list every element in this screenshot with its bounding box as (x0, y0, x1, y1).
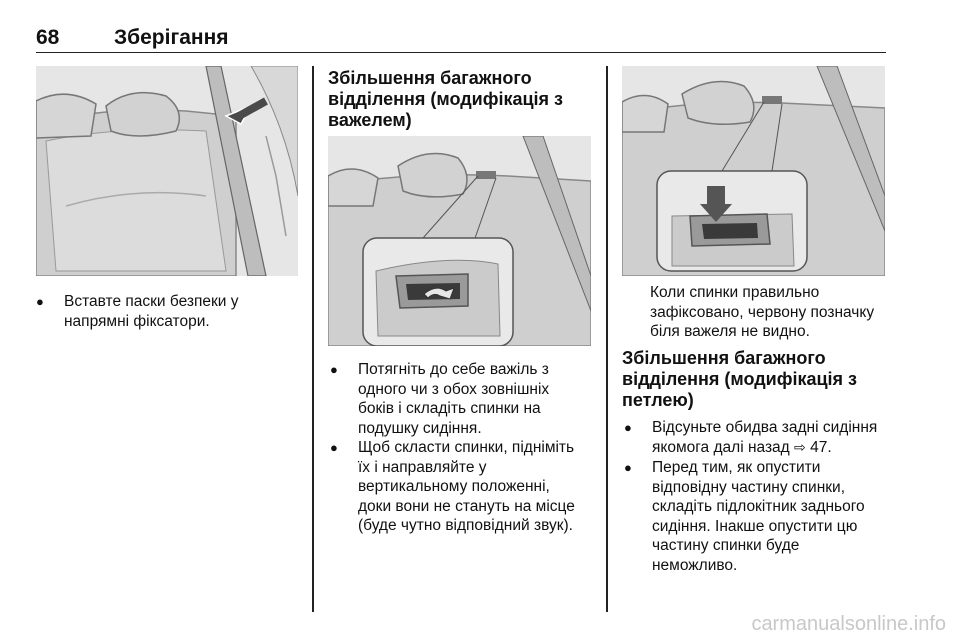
heading-loop-variant: Збільшення багажного відділення (модифікація з петлею) (622, 348, 857, 410)
bullet-text: Щоб скласти спинки, підніміть їх і направляйте у вертикальному положенні, доки вони не стануть на місце (буде чутно відповідний звук). (358, 439, 575, 534)
bullet-dot-icon: ● (36, 294, 44, 309)
figure-seatback-lever (328, 136, 591, 346)
bullet-text (652, 418, 877, 458)
reference-page: 47. (805, 438, 832, 456)
arrow-reference-icon: ⇨ (794, 439, 806, 456)
lever-indicator-illustration (622, 66, 885, 276)
bullet-dot-icon: ● (624, 460, 632, 475)
column-divider-1 (312, 66, 314, 612)
bullet-text: Вставте паски безпеки у напрямні фіксатори. (64, 293, 239, 330)
section-title: Зберігання (114, 26, 229, 49)
bullet-dot-icon: ● (330, 362, 338, 377)
bullet-text: Перед тим, як опустити відповідну частину спинки, складіть підлокітник заднього сидіння. Інакше опустити цю частину спинки буде неможливо. (652, 459, 865, 574)
heading-lever-variant: Збільшення багажного відділення (модифікація з важелем) (328, 68, 563, 130)
bullet-dot-icon: ● (330, 440, 338, 455)
page-number: 68 (36, 26, 60, 49)
lever-indicator-note: Коли спинки правильно зафіксовано, червону позначку біля важеля не видно. (650, 284, 875, 340)
column-divider-2 (606, 66, 608, 612)
page-header (36, 22, 886, 53)
footer-watermark: carmanualsonline.info (751, 613, 946, 635)
seatback-lever-illustration (328, 136, 591, 346)
bullet-dot-icon: ● (624, 420, 632, 435)
figure-seatbelt-guide (36, 66, 298, 276)
bullet-text-main: Відсуньте обидва задні сидіння якомога далі назад (652, 419, 878, 456)
figure-lever-indicator (622, 66, 885, 276)
bullet-text: Потягніть до себе важіль з одного чи з обох зовнішніх боків і складіть спинки на подушку сидіння. (358, 361, 550, 437)
seatbelt-guide-illustration (36, 66, 298, 276)
